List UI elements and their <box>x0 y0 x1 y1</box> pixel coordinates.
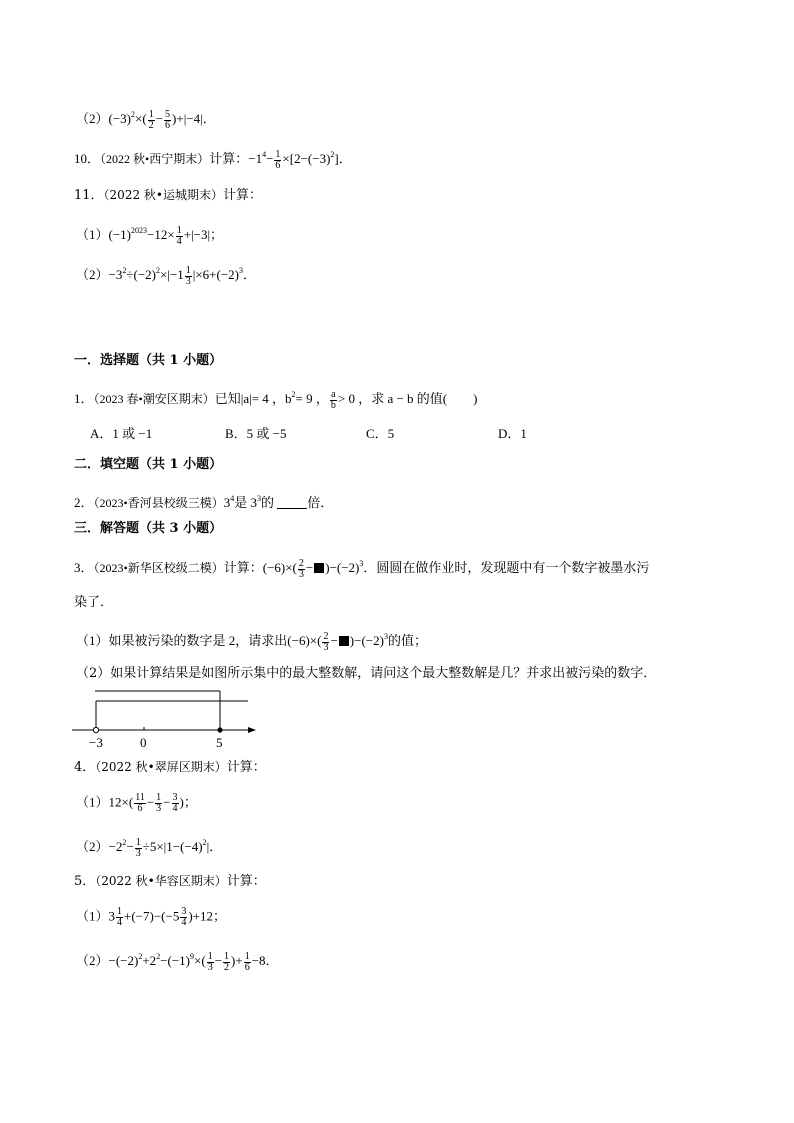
question-5-part-1: （1）3 $\frac{1}{4}$ +(−7)−(−5 $\frac{3}{4}$ )+12； <box>76 906 227 928</box>
option-a[interactable]: A．1 或 −1 <box>90 426 153 441</box>
fraction: $\frac{1}{6}$ <box>244 950 250 973</box>
problem-source: （2022 秋•西宁期末） <box>100 152 210 166</box>
fraction: $\frac{5}{6}$ <box>165 108 171 131</box>
problem-11: 11．（2022 秋•运城期末）计算： <box>74 188 262 203</box>
section-heading-answer: 三．解答题（共 3 小题） <box>74 521 223 536</box>
question-3-part-1: （1）如果被污染的数字是 2，请求出(−6)×( $\frac{2}{3}$ − )$-(-2)^3$的值； <box>76 630 427 653</box>
problem-number: 11． <box>74 188 104 203</box>
question-1: 1．（2023 春•潮安区期末）已知|a|= 4 ，$b^2= 9$ ， $\frac{a}{b}$ > 0 ，求 a − b 的值( ) <box>74 388 478 411</box>
fraction: $\frac{2}{3}$ <box>298 557 304 580</box>
problem-11-part-1: $(1)(-1)^{2023}-12\times$ $\frac{1}{4}$ +|−3|； <box>76 224 224 247</box>
question-4-part-2: $(2)-2^2-$ $\frac{1}{3}$ $\div 5\times|1-(-4)^2|$． <box>76 836 223 859</box>
question-source: （2022 秋•翠屏区期末） <box>95 760 227 774</box>
fraction: $\frac{1}{2}$ <box>224 950 230 973</box>
question-4-part-1: （1）12×( $\frac{11}{6}$ − $\frac{1}{3}$ − $\frac{3}{4}$ )； <box>76 792 197 814</box>
question-3-part-2: （2）如果计算结果是如图所示集中的最大整数解，请问这个最大整数解是几？并求出被污染的数字． <box>76 666 657 681</box>
tick-label-0: 0 <box>140 735 147 750</box>
question-4: 4．（2022 秋•翠屏区期末）计算： <box>74 760 266 775</box>
fraction: $\frac{3}{4}$ <box>181 906 187 928</box>
question-5: 5．（2022 秋•华容区期末）计算： <box>74 874 266 889</box>
answer-blank[interactable] <box>277 496 307 509</box>
question-source: （2023•香河县校级三模） <box>93 496 224 510</box>
question-5-part-2: $(2)-(-2)^2+2^2-(-1)^9\times$( $\frac{1}{3}$ − $\frac{1}{2}$ )+ $\frac{1}{6}$ −8． <box>76 950 279 973</box>
problem-10: 10．（2022 秋•西宁期末）计算：$-1^4-$ $\frac{1}{6}$ $\times[2-(-3)^2]$． <box>74 148 352 171</box>
problem-11-part-2: $(2)-3^2\div(-2)^2\times|-1$ $\frac{1}{3}$ $|\times 6+(-2)^3$． <box>76 264 257 287</box>
fraction: $\frac{a}{b}$ <box>330 388 336 411</box>
problem-number: 10． <box>74 151 101 166</box>
question-source: （2023•新华区校级二模） <box>93 561 224 575</box>
problem-9-part-2: $(2)(-3)^2\times$( $\frac{1}{2}$ − $\frac{5}{6}$ )+|−4|． <box>76 108 216 131</box>
ink-blot-icon <box>314 563 324 573</box>
fraction: $\frac{1}{3}$ <box>207 950 213 973</box>
fraction: $\frac{1}{3}$ <box>185 264 191 287</box>
option-c[interactable]: C．5 <box>366 426 395 441</box>
tick-label-neg3: −3 <box>89 735 103 750</box>
fraction: $\frac{1}{2}$ <box>148 108 154 131</box>
section-heading-fill: 二．填空题（共 1 小题） <box>74 457 223 472</box>
option-d[interactable]: D．1 <box>498 426 527 441</box>
fraction: $\frac{1}{3}$ <box>135 836 141 859</box>
question-source: （2022 秋•华容区期末） <box>95 874 227 888</box>
section-heading-choice: 一．选择题（共 1 小题） <box>74 353 223 368</box>
fraction: $\frac{11}{6}$ <box>135 792 145 814</box>
tick-label-5: 5 <box>216 735 223 750</box>
number-line-figure <box>70 688 260 752</box>
question-source: （2023 春•潮安区期末） <box>93 392 215 406</box>
fraction: $\frac{3}{4}$ <box>172 792 178 814</box>
ink-blot-icon <box>339 636 349 646</box>
fraction: $\frac{1}{4}$ <box>117 906 123 928</box>
fraction: $\frac{1}{6}$ <box>275 148 281 171</box>
part-number: （2） <box>76 111 109 126</box>
fraction: $\frac{1}{4}$ <box>176 224 182 247</box>
fraction: $\frac{1}{3}$ <box>156 792 162 814</box>
question-2: 2．（2023•香河县校级三模）$3^4$是 $3^3$的 倍． <box>74 494 334 510</box>
problem-source: （2022 秋•运城期末） <box>103 188 223 202</box>
fraction: $\frac{2}{3}$ <box>323 630 329 653</box>
question-3: 3．（2023•新华区校级二模）计算：(−6)×( $\frac{2}{3}$ − )$-(-2)^3$．圆圆在做作业时，发现题中有一个数字被墨水污 <box>74 557 650 580</box>
option-b[interactable]: B．5 或 −5 <box>225 426 287 441</box>
question-3-continued: 染了． <box>74 595 114 610</box>
